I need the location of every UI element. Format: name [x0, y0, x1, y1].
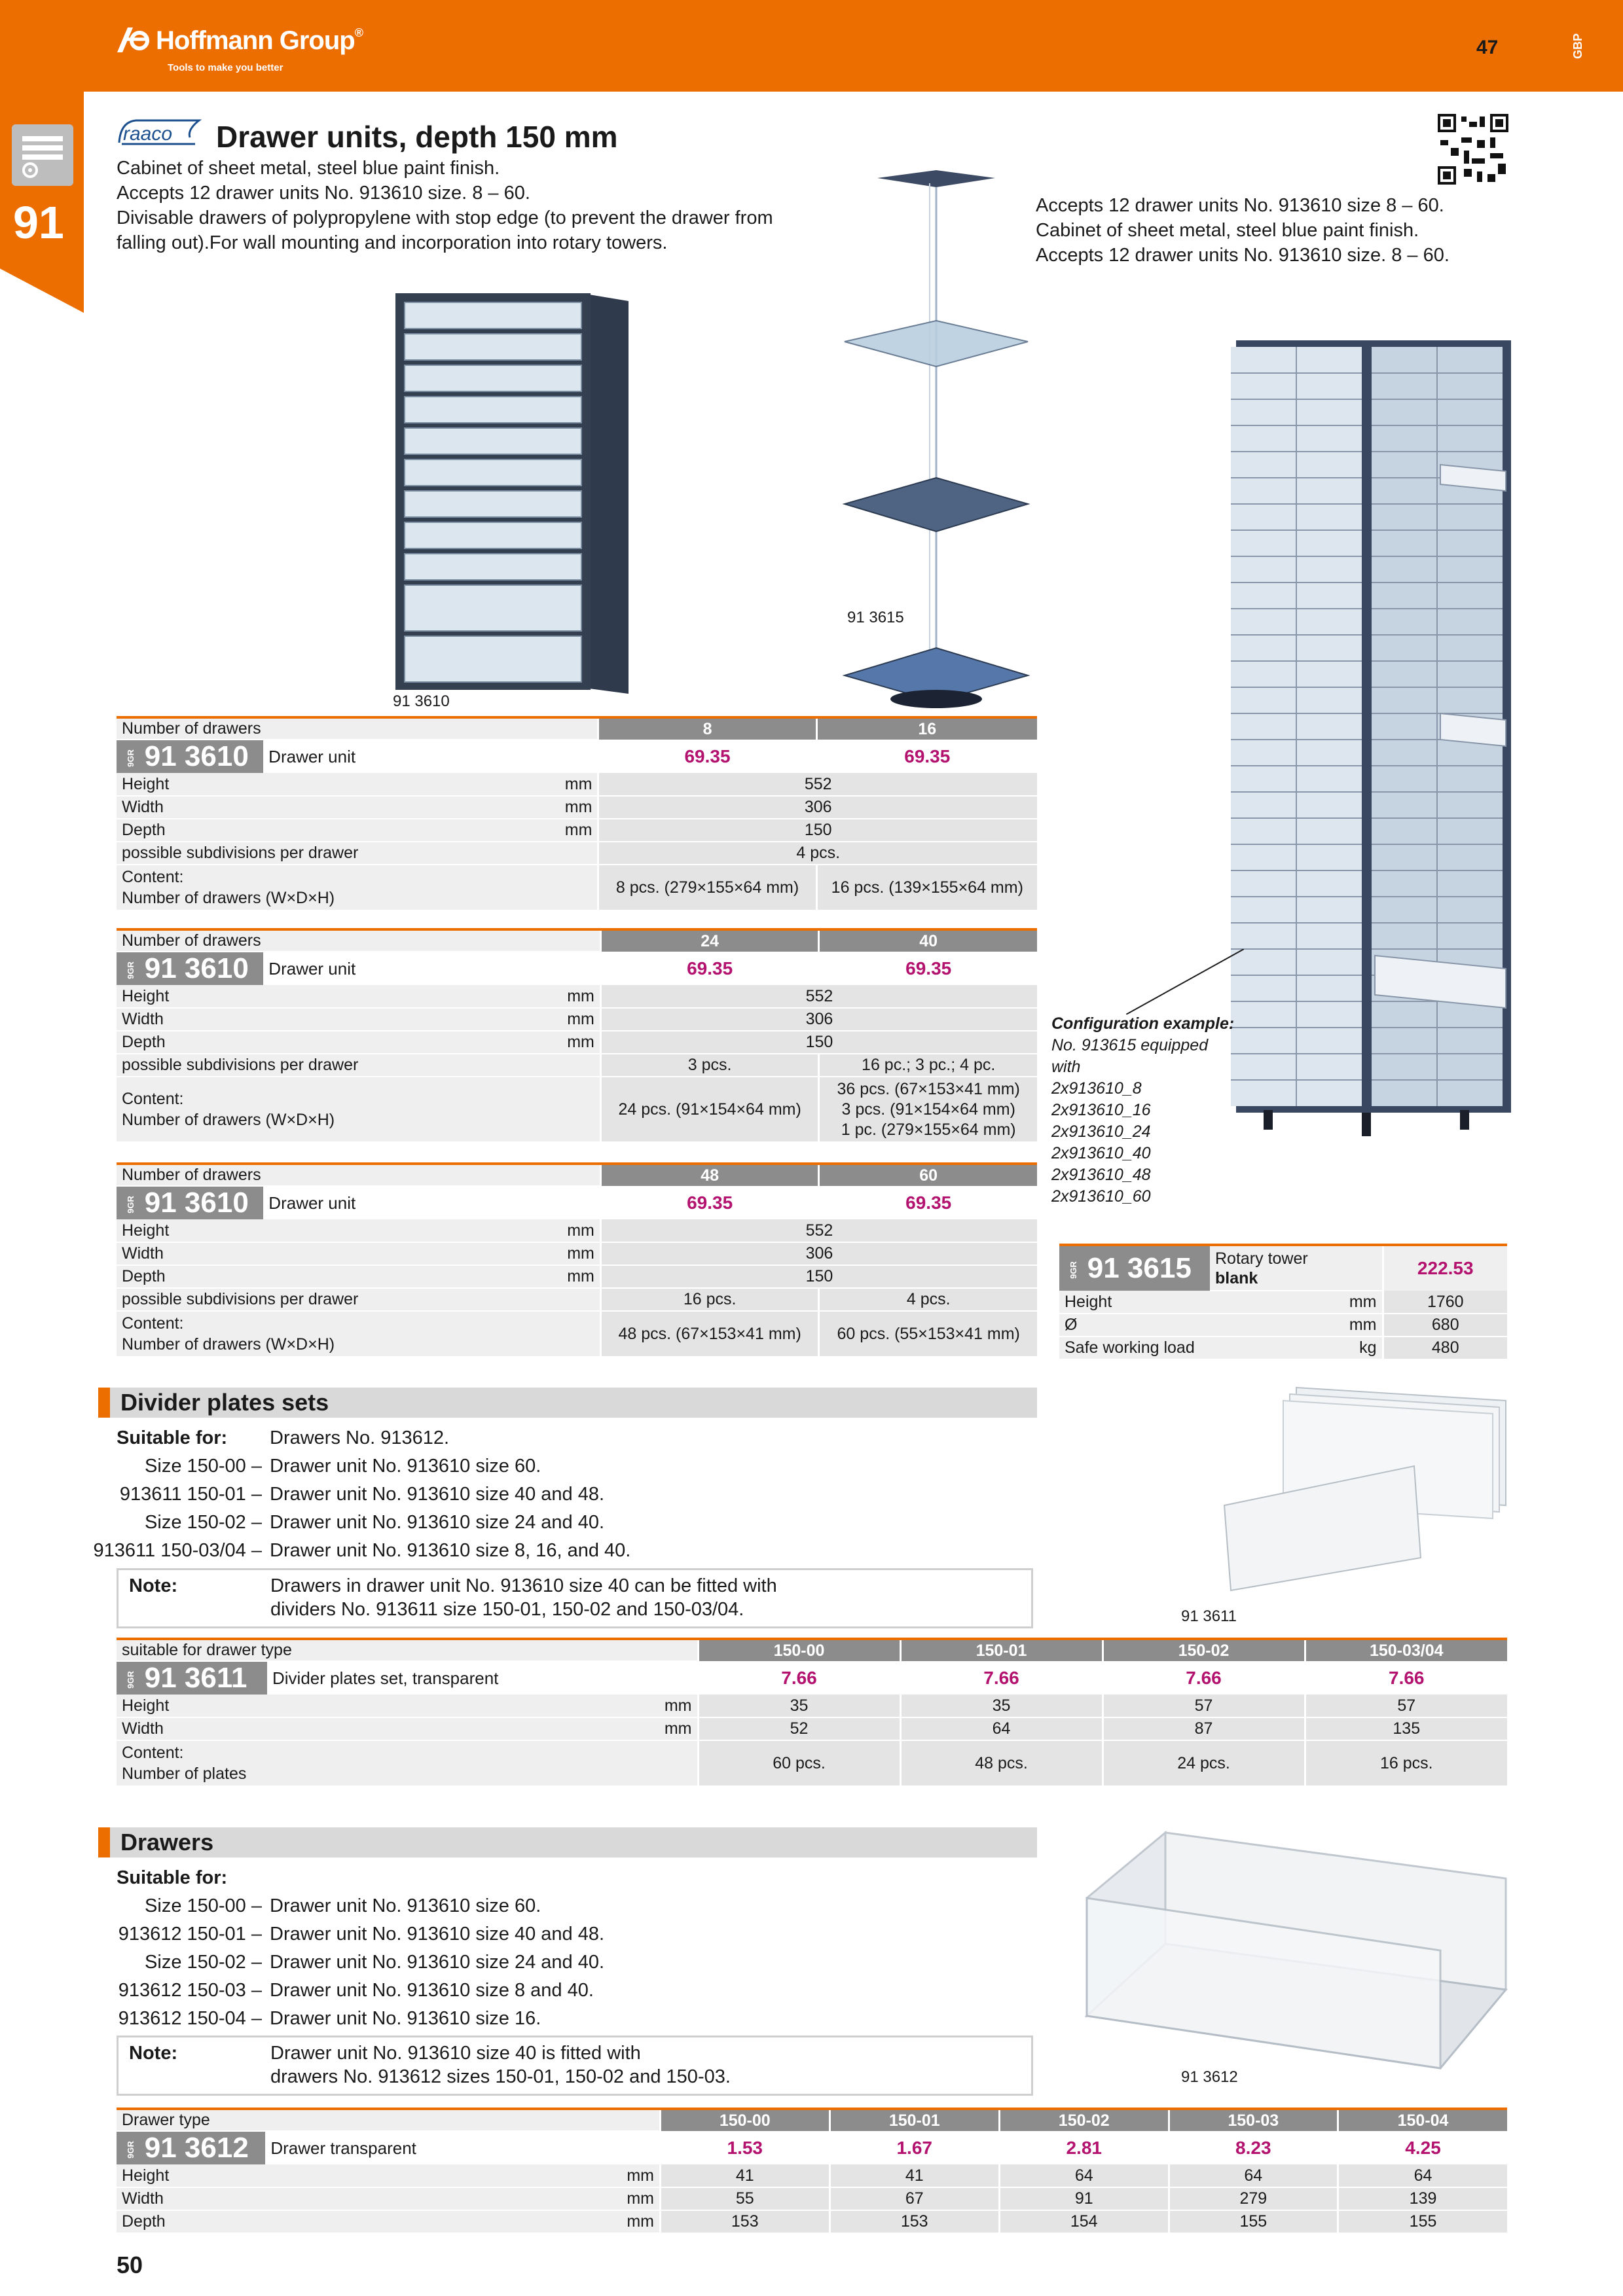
header-label: Drawer type [117, 2109, 660, 2131]
drawer-cabinet-image [393, 288, 629, 694]
size-col: 40 [819, 929, 1037, 952]
row-value: 36 pcs. (67×153×41 mm) 3 pcs. (91×154×64 mm) 1 pc. (279×155×64 mm) [819, 1077, 1037, 1142]
equipped-rotary-tower-image [1231, 327, 1519, 1139]
caption-drawer: 91 3612 [1181, 2068, 1238, 2086]
size-col: 60 [819, 1164, 1037, 1186]
row-label: Width [117, 1717, 508, 1740]
row-unit: mm [1341, 1291, 1383, 1314]
row-unit: mm [484, 2164, 661, 2187]
price[interactable]: 222.53 [1383, 1245, 1507, 1291]
row-unit: mm [484, 2210, 661, 2233]
row-unit: mm [447, 985, 600, 1008]
row-value: 87 [1103, 1717, 1305, 1740]
row-value: 552 [598, 773, 1037, 796]
qr-code-icon[interactable] [1438, 114, 1508, 185]
drawers-note: Note: Drawer unit No. 913610 size 40 is fitted with drawers No. 913612 sizes 150-01, 150-02 and 150-03. [117, 2036, 1033, 2096]
caption-tower-frame: 91 3615 [847, 609, 904, 626]
row-label: possible subdivisions per drawer [117, 842, 598, 865]
price[interactable]: 69.35 [819, 1186, 1037, 1219]
row-unit: mm [447, 1242, 600, 1265]
row-value: 135 [1305, 1717, 1507, 1740]
row-value: 16 pc.; 3 pc.; 4 pc. [819, 1054, 1037, 1077]
row-label: Width [117, 796, 445, 819]
price[interactable]: 69.35 [819, 952, 1037, 985]
divider-plates-image [1218, 1374, 1519, 1597]
row-value: 16 pcs. [600, 1288, 819, 1311]
row-unit: mm [445, 773, 598, 796]
row-value: 153 [660, 2210, 830, 2233]
description-left: Cabinet of sheet metal, steel blue paint finish. Accepts 12 drawer units No. 913610 size. 8 – 60. Divisable drawers of polypropylene with stop edge (to prevent the drawer from falling out).For wall mounting and incorporation into rotary towers. [117, 158, 773, 253]
row-unit: mm [447, 1031, 600, 1054]
rotary-tower-frame-image [838, 164, 1034, 713]
row-value: 150 [600, 1265, 1037, 1288]
row-value: 52 [698, 1717, 900, 1740]
row-value: 91 [999, 2187, 1169, 2210]
table-913610-48-60 [117, 1162, 1037, 1357]
row-value: 4 pcs. [819, 1288, 1037, 1311]
price[interactable]: 69.35 [816, 740, 1037, 773]
header-label: Number of drawers [117, 717, 598, 740]
row-value: 64 [1338, 2164, 1507, 2187]
type-col: 150-02 [999, 2109, 1169, 2131]
section-heading-dividers: Divider plates sets [98, 1388, 1037, 1418]
caption-cabinet: 91 3610 [393, 692, 450, 710]
table-913612 [117, 2108, 1507, 2234]
article-number[interactable]: 9GR 91 3610 [117, 1186, 263, 1219]
row-value: 480 [1383, 1336, 1507, 1359]
row-value: 154 [999, 2210, 1169, 2233]
product-name: Divider plates set, transparent [267, 1661, 698, 1695]
price[interactable]: 4.25 [1338, 2131, 1507, 2164]
row-unit: mm [447, 1219, 600, 1242]
row-value: 35 [698, 1695, 900, 1717]
product-name: Drawer unit [263, 952, 600, 985]
row-value: 306 [600, 1242, 1037, 1265]
row-label: Depth [117, 819, 445, 842]
hoffmann-logo-icon [115, 22, 150, 55]
row-label: Height [117, 1695, 508, 1717]
callout-line [1126, 949, 1244, 1014]
chapter-number: 91 [13, 197, 64, 248]
header-label: Number of drawers [117, 1164, 600, 1186]
price[interactable]: 7.66 [900, 1661, 1103, 1695]
row-value: 155 [1169, 2210, 1338, 2233]
article-number[interactable]: 9GR 91 3611 [117, 1661, 267, 1695]
row-unit: mm [445, 819, 598, 842]
row-unit: kg [1341, 1336, 1383, 1359]
row-label: Width [117, 1008, 447, 1031]
product-name: Drawer unit [263, 740, 598, 773]
row-label: Content: Number of plates [117, 1740, 698, 1786]
language-code: GBP [1571, 33, 1584, 59]
row-value: 35 [900, 1695, 1103, 1717]
article-number[interactable]: 9GR 91 3610 [117, 952, 263, 985]
transparent-drawer-image [1074, 1820, 1519, 2081]
row-label: Width [117, 1242, 447, 1265]
product-name: Drawer transparent [265, 2131, 660, 2164]
type-col: 150-03/04 [1305, 1639, 1507, 1661]
price[interactable]: 69.35 [600, 1186, 819, 1219]
caption-dividers: 91 3611 [1181, 1607, 1237, 1625]
type-col: 150-04 [1338, 2109, 1507, 2131]
drawers-suitable-for: Suitable for: Size 150-00 – Drawer unit No. 913610 size 60. 913612 150-01 – Drawer unit No. 913610 size 40 and 48. Size 150-02 – Drawer unit No. 913610 size 24 and 40. 913612 150-03 – Drawer unit No. 913610 size 8 and 40. 913612 150-04 – Drawer unit No. 913610 size 16. [117, 1867, 605, 2029]
row-value: 153 [830, 2210, 999, 2233]
row-label: Depth [117, 1265, 447, 1288]
row-label: Height [117, 1219, 447, 1242]
price[interactable]: 8.23 [1169, 2131, 1338, 2164]
row-value: 64 [1169, 2164, 1338, 2187]
price[interactable]: 1.67 [830, 2131, 999, 2164]
article-number[interactable]: 9GR 91 3610 [117, 740, 263, 773]
description-right: Accepts 12 drawer units No. 913610 size 8 – 60. Cabinet of sheet metal, steel blue paint finish. Accepts 12 drawer units No. 913610 size. 8 – 60. [1036, 195, 1450, 266]
price[interactable]: 7.66 [1103, 1661, 1305, 1695]
row-unit: mm [447, 1265, 600, 1288]
row-label: Content: Number of drawers (W×D×H) [117, 1077, 600, 1142]
price[interactable]: 1.53 [660, 2131, 830, 2164]
row-value: 8 pcs. (279×155×64 mm) [598, 865, 816, 910]
row-value: 16 pcs. (139×155×64 mm) [816, 865, 1037, 910]
type-col: 150-00 [660, 2109, 830, 2131]
size-col: 48 [600, 1164, 819, 1186]
article-number[interactable]: 9GR 91 3612 [117, 2131, 265, 2164]
row-value: 279 [1169, 2187, 1338, 2210]
row-value: 306 [598, 796, 1037, 819]
row-value: 139 [1338, 2187, 1507, 2210]
price[interactable]: 2.81 [999, 2131, 1169, 2164]
row-label: Height [1059, 1291, 1341, 1314]
type-col: 150-02 [1103, 1639, 1305, 1661]
table-913610-8-16 [117, 716, 1037, 911]
size-col: 24 [600, 929, 819, 952]
section-heading-drawers: Drawers [98, 1827, 1037, 1857]
header-label: suitable for drawer type [117, 1639, 698, 1661]
row-value: 55 [660, 2187, 830, 2210]
row-value: 60 pcs. (55×153×41 mm) [819, 1311, 1037, 1357]
row-label: Ø [1059, 1314, 1341, 1336]
row-label: Height [117, 2164, 484, 2187]
page-title: Drawer units, depth 150 mm [216, 120, 618, 154]
price[interactable]: 69.35 [600, 952, 819, 985]
row-value: 4 pcs. [598, 842, 1037, 865]
row-value: 41 [660, 2164, 830, 2187]
row-value: 24 pcs. (91×154×64 mm) [600, 1077, 819, 1142]
row-label: possible subdivisions per drawer [117, 1054, 600, 1077]
row-value: 155 [1338, 2210, 1507, 2233]
row-value: 64 [999, 2164, 1169, 2187]
row-value: 57 [1103, 1695, 1305, 1717]
raaco-logo-icon [117, 118, 202, 147]
product-name: Drawer unit [263, 1186, 600, 1219]
size-col: 8 [598, 717, 816, 740]
svg-text:raaco: raaco [123, 123, 173, 145]
type-col: 150-03 [1169, 2109, 1338, 2131]
row-value: 48 pcs. (67×153×41 mm) [600, 1311, 819, 1357]
row-label: possible subdivisions per drawer [117, 1288, 600, 1311]
row-unit: mm [447, 1008, 600, 1031]
article-number[interactable]: 9GR 91 3615 [1059, 1245, 1210, 1291]
row-label: Width [117, 2187, 484, 2210]
row-label: Depth [117, 1031, 447, 1054]
header-label: Number of drawers [117, 929, 600, 952]
row-label: Safe working load [1059, 1336, 1341, 1359]
row-value: 60 pcs. [698, 1740, 900, 1786]
row-value: 64 [900, 1717, 1103, 1740]
row-value: 150 [598, 819, 1037, 842]
size-col: 16 [816, 717, 1037, 740]
row-value: 57 [1305, 1695, 1507, 1717]
row-value: 3 pcs. [600, 1054, 819, 1077]
row-unit: mm [445, 796, 598, 819]
price[interactable]: 7.66 [698, 1661, 900, 1695]
type-col: 150-01 [900, 1639, 1103, 1661]
type-col: 150-00 [698, 1639, 900, 1661]
table-913611 [117, 1638, 1507, 1787]
row-value: 16 pcs. [1305, 1740, 1507, 1786]
brand-tagline: Tools to make you better [168, 62, 283, 73]
page-number-top: 47 [1476, 37, 1499, 58]
dividers-suitable-for: Suitable for: Drawers No. 913612. Size 150-00 – Drawer unit No. 913610 size 60. 913611 150-01 – Drawer unit No. 913610 size 40 and 48. Size 150-02 – Drawer unit No. 913610 size 24 and 40. 913611 150-03/04 – Drawer unit No. 913610 size 8, 16, and 40. [93, 1427, 631, 1561]
row-value: 41 [830, 2164, 999, 2187]
row-label: Depth [117, 2210, 484, 2233]
row-unit: mm [484, 2187, 661, 2210]
row-value: 1760 [1383, 1291, 1507, 1314]
row-value: 552 [600, 985, 1037, 1008]
row-value: 48 pcs. [900, 1740, 1103, 1786]
price[interactable]: 69.35 [598, 740, 816, 773]
type-col: 150-01 [830, 2109, 999, 2131]
row-value: 306 [600, 1008, 1037, 1031]
row-unit: mm [508, 1695, 698, 1717]
row-label: Content: Number of drawers (W×D×H) [117, 865, 598, 910]
row-value: 680 [1383, 1314, 1507, 1336]
row-value: 150 [600, 1031, 1037, 1054]
row-label: Content: Number of drawers (W×D×H) [117, 1311, 600, 1357]
drawer-cabinet-icon [12, 124, 73, 186]
brand-name: Hoffmann Group® [156, 26, 363, 55]
row-label: Height [117, 985, 447, 1008]
price[interactable]: 7.66 [1305, 1661, 1507, 1695]
row-unit: mm [1341, 1314, 1383, 1336]
table-913610-24-40 [117, 928, 1037, 1143]
row-unit: mm [508, 1717, 698, 1740]
configuration-example: Configuration example: No. 913615 equipped with 2x913610_8 2x913610_16 2x913610_24 2x913610_40 2x913610_48 2x913610_60 [1051, 1014, 1235, 1206]
product-name: Rotary tower blank [1210, 1245, 1383, 1291]
dividers-note: Note: Drawers in drawer unit No. 913610 size 40 can be fitted with dividers No. 913611 size 150-01, 150-02 and 150-03/04. [117, 1568, 1033, 1628]
page-number-bottom: 50 [117, 2251, 143, 2278]
row-label: Height [117, 773, 445, 796]
row-value: 552 [600, 1219, 1037, 1242]
row-value: 67 [830, 2187, 999, 2210]
table-913615 [1059, 1244, 1507, 1360]
row-value: 24 pcs. [1103, 1740, 1305, 1786]
